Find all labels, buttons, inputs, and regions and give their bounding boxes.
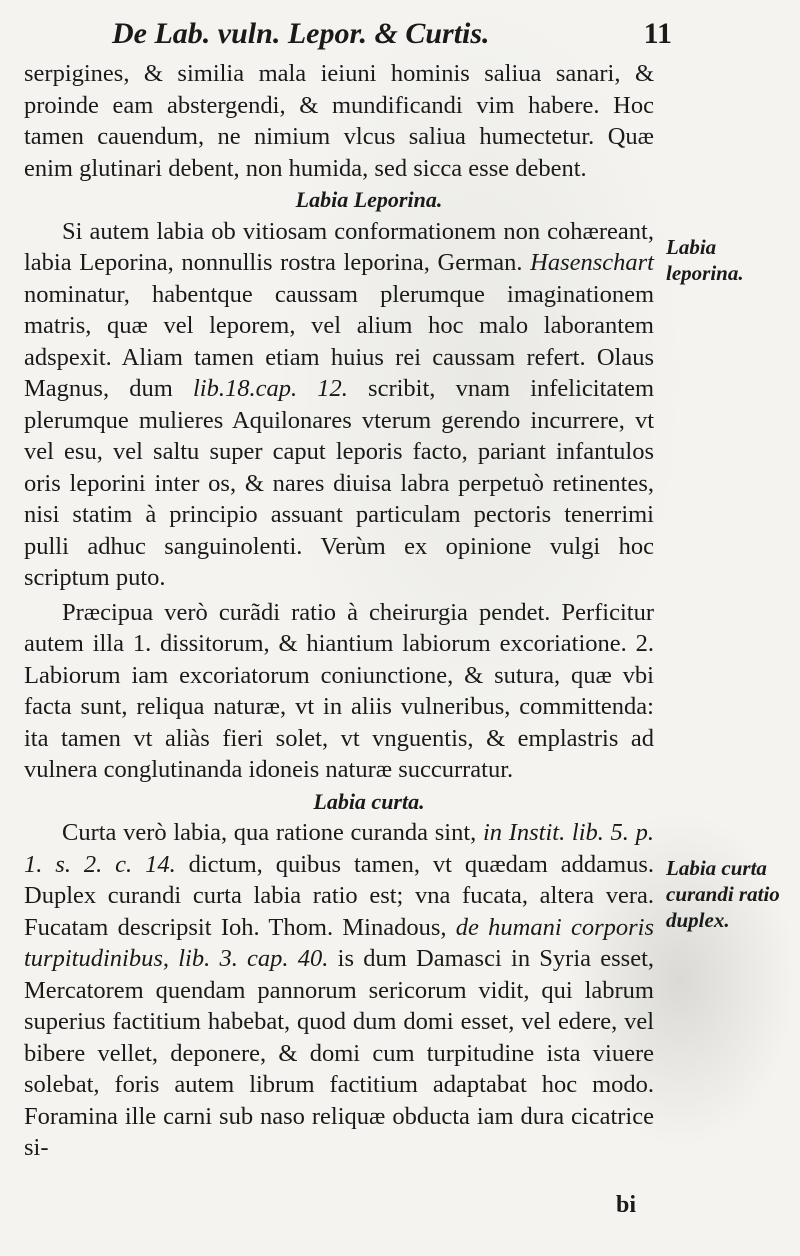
catchword: bi	[616, 1192, 637, 1218]
paragraph: Præcipua verò curãdi ratio à cheirurgia pendet. Perficitur autem illa 1. dissitorum, & hiantium labiorum excoriatione. 2. Labiorum iam excoriatorum coniunctione, & sutura, quæ vbi facta sunt, reliqua naturæ, vt in aliis vulneribus, committenda: ita tamen vt aliàs fieri solet, vt vnguentis, & emplastris ad vulnera conglutinanda idoneis naturæ succurratur.	[24, 598, 654, 783]
text-run: nominatur, habentque caussam plerumque imaginationem matris, quæ vel leporem, vel alium hoc malo laborantem adspexit. Aliam tamen etiam huius rei caussam refert. Olaus Magnus, dum	[24, 280, 654, 402]
running-title: De Lab. vuln. Lepor. & Curtis.	[112, 17, 490, 50]
text-run: Curta verò labia, qua ratione curanda sint,	[62, 819, 483, 846]
main-text-column	[24, 58, 654, 1164]
text-run: scribit, vnam infelicitatem plerumque mulieres Aquilonares vterum gerendo incurrere, vt vel esu, vel saltu super caput leporis facto, pariant infantulos oris leporini inter os, & nares diuisa labra perpetuò retinentes, nisi statim à principio assuant particulam pectoris tenerrimi pulli adhuc sanguinolenti. Verùm ex opinione vulgi hoc scriptum puto.	[24, 375, 654, 591]
margin-note-labia-curta: Labia curta curandi ratio duplex.	[666, 856, 780, 932]
section-heading-labia-leporina: Labia Leporina.	[295, 187, 443, 212]
citation: in Instit. lib. 5. p. 1. s. 2. c. 14.	[24, 819, 654, 878]
page-number: 11	[643, 17, 672, 50]
paragraph	[24, 216, 654, 594]
text-run: Si autem labia ob vitiosam conformationem non cohæreant, labia Leporina, nonnullis rostra leporina, German.	[24, 217, 654, 276]
text-run: dictum, quibus tamen, vt quædam addamus. Duplex curandi curta labia ratio est; vna fucata, altera vera. Fucatam descripsit Ioh. Thom. Minadous,	[24, 850, 654, 941]
running-header	[112, 14, 672, 54]
paragraph: serpigines, & similia mala ieiuni hominis saliua sanari, & proinde eam abstergendi, & mundificandi vim habere. Hoc tamen cauendum, ne nimium vlcus saliua humectetur. Quæ enim glutinari debent, non humida, sed sicca esse debent.	[24, 60, 654, 182]
margin-note-labia-leporina: Labia leporina.	[666, 235, 744, 285]
german-term: Hasenschart	[530, 249, 654, 276]
text-run: is dum Damasci in Syria esset, Mercatorem quendam pannorum sericorum vidit, qui labrum superius factitium habebat, quod dum domi esset, vel edere, vel bibere vellet, deponere, & domi cum turpitudine ista viuere solebat, foris autem librum factitium adaptabat hoc modo. Foramina ille carni sub naso reliquæ obducta iam dura cicatrice si-	[24, 945, 655, 1161]
paragraph	[24, 817, 654, 1164]
work-title: de humani corporis turpitudinibus, lib. 3. cap. 40.	[24, 913, 654, 972]
citation: lib.18.cap. 12.	[192, 375, 348, 402]
section-heading-labia-curta: Labia curta.	[313, 788, 425, 814]
